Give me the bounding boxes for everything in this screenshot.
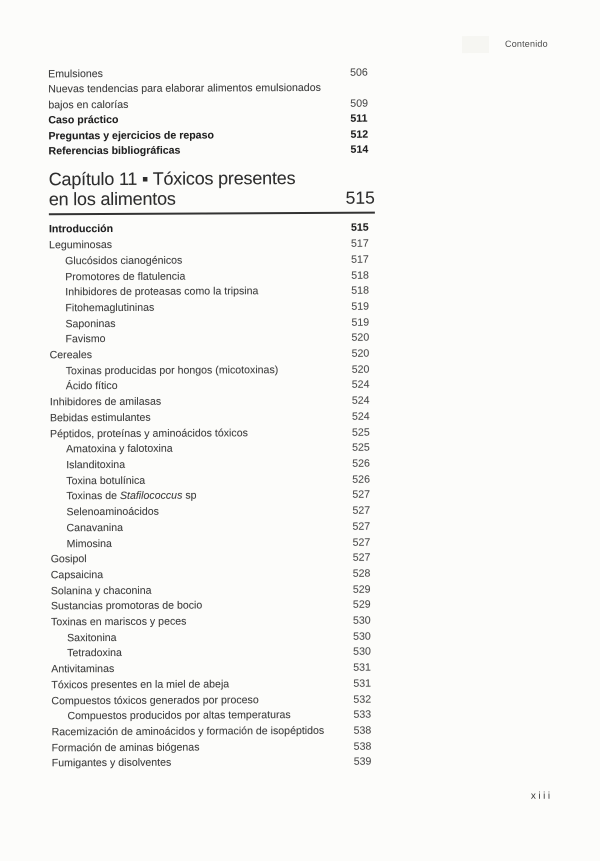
toc-entry-page-number: 520 (351, 331, 370, 345)
toc-row (49, 252, 375, 269)
toc-entry-label: Favismo (65, 333, 106, 346)
toc-entry-page-number: 524 (351, 394, 370, 407)
toc-entry-label: Leguminosas (49, 239, 113, 252)
toc-entry-label: Nuevas tendencias para elaborar alimentos emulsionados bajos en calorías (48, 82, 321, 112)
toc-entry-label: Toxina botulínica (66, 474, 146, 487)
toc-row (50, 504, 376, 521)
toc-entry-label: Promotores de flatulencia (65, 270, 186, 283)
toc-entry-label: Bebidas estimulantes (49, 411, 151, 425)
toc-row (48, 112, 374, 129)
toc-entry-label: Introducción (48, 223, 114, 236)
toc-entry-page-number: 525 (351, 426, 370, 439)
toc-entry-label: Compuestos tóxicos generados por proceso (51, 693, 259, 707)
toc-entry-label: Gosipol (50, 553, 87, 566)
toc-row (51, 692, 377, 709)
running-header: Contenido (504, 38, 548, 49)
toc-row (48, 81, 374, 114)
toc-row (51, 629, 377, 646)
toc-entry-label: Caso práctico (48, 114, 119, 127)
toc-entry-label: Antivitaminas (51, 663, 115, 676)
toc-entry-page-number: 527 (352, 536, 371, 549)
toc-entry-label: Tetradoxina (67, 647, 122, 660)
toc-row (50, 472, 376, 489)
toc-entry-label: Selenoaminoácidos (66, 505, 159, 519)
toc-entry-label: Ácido fítico (65, 380, 118, 393)
toc-row (49, 284, 375, 301)
toc-entry-page-number: 527 (352, 551, 371, 564)
toc-row (51, 614, 377, 631)
toc-entry-label: Péptidos, proteínas y aminoácidos tóxicos (49, 426, 248, 440)
toc-entry-label: Formación de aminas biógenas (51, 741, 200, 754)
toc-entry-page-number: 530 (353, 630, 371, 643)
toc-entry-page-number: 526 (352, 457, 370, 470)
toc-row (51, 582, 377, 599)
toc-entry-page-number: 527 (352, 504, 371, 517)
toc-entry-label: Toxinas producidas por hongos (micotoxinas) (65, 363, 279, 377)
toc-entry-page-number: 518 (351, 269, 369, 282)
toc-row (50, 347, 376, 364)
toc-entry-page-number: 529 (352, 583, 371, 596)
toc-entry-page-number: 525 (352, 441, 370, 455)
toc-row (50, 519, 376, 536)
toc-row (49, 268, 375, 285)
toc-entry-page-number: 519 (351, 316, 370, 329)
toc-row (52, 739, 378, 756)
toc-row (49, 221, 375, 238)
toc-row (49, 143, 375, 160)
toc-row (51, 598, 377, 615)
toc-entry-page-number: 520 (351, 363, 370, 376)
toc-row (49, 315, 375, 332)
toc-entry-page-number: 519 (351, 300, 370, 313)
toc-entry-page-number: 531 (353, 661, 371, 674)
toc-row (51, 551, 377, 568)
toc-entry-page-number: 530 (353, 646, 371, 659)
scan-artifact (462, 36, 489, 53)
toc-row (50, 441, 376, 458)
toc-entry-page-number: 528 (352, 567, 371, 580)
toc-entry-page-number: 527 (352, 489, 371, 502)
toc-entry-page-number: 515 (350, 222, 369, 235)
toc-entry-page-number: 524 (351, 410, 370, 423)
toc-row (50, 394, 376, 411)
toc-entry-label: Saponinas (65, 317, 116, 330)
toc-row (50, 488, 376, 505)
toc-row (51, 645, 377, 662)
toc-entry-page-number: 529 (352, 598, 371, 612)
toc-entry-page-number: 517 (350, 237, 369, 250)
toc-entry-label: Toxinas en mariscos y peces (50, 615, 187, 629)
toc-entry-label: Canavanina (66, 521, 124, 535)
chapter-heading (49, 169, 375, 210)
toc-row (51, 567, 377, 584)
toc-entry-page-number: 527 (352, 520, 371, 533)
toc-entry-page-number: 533 (353, 708, 372, 721)
toc-row (48, 66, 374, 83)
toc-row (50, 425, 376, 442)
chapter-title (49, 169, 296, 209)
toc-entry-label: Glucósidos cianogénicos (65, 254, 183, 268)
toc-row (50, 362, 376, 379)
toc-entry-page-number: 506 (350, 66, 368, 79)
toc-entry-label: Amatoxina y falotoxina (66, 442, 173, 456)
toc-entry-label: Islanditoxina (66, 458, 126, 472)
chapter-heading-rule (49, 212, 375, 216)
toc-entry-label: Racemización de aminoácidos y formación de isopéptidos (51, 724, 325, 739)
toc-entry-label: Fitohemaglutininas (65, 301, 155, 315)
toc-row (51, 708, 377, 725)
toc-entry-page-number: 526 (352, 473, 370, 486)
toc-row (50, 378, 376, 395)
toc-row (51, 535, 377, 552)
toc-entry-label: Referencias bibliográficas (48, 144, 181, 158)
toc-entry-label: Fumigantes y disolventes (51, 757, 172, 770)
toc-row (51, 676, 377, 693)
toc-entry-label: Inhibidores de amilasas (49, 395, 162, 409)
toc-row (50, 409, 376, 426)
folio-page-number: xiii (530, 790, 553, 802)
toc-row (49, 237, 375, 254)
toc-entry-label: Tóxicos presentes en la miel de abeja (51, 678, 230, 692)
toc-entry-page-number: 539 (353, 755, 372, 769)
toc-entry-label: Saxitonina (67, 631, 117, 644)
toc-entry-label: Mimosina (66, 537, 112, 550)
toc-entry-label: Compuestos producidos por altas temperaturas (67, 709, 291, 723)
toc-entry-label: Sustancias promotoras de bocio (50, 599, 203, 613)
toc-row (49, 331, 375, 348)
toc-list-chapter-11 (49, 221, 378, 772)
toc-entry-label: Toxinas de Stafilococcus sp (66, 489, 197, 503)
toc-entry-label: Inhibidores de proteasas como la tripsina (65, 285, 259, 299)
chapter-title-line-1: Capítulo 11 ▪ Tóxicos presentes (48, 168, 296, 190)
chapter-page-number: 515 (345, 187, 375, 208)
toc-entry-page-number: 530 (352, 614, 371, 627)
toc-row (50, 457, 376, 474)
toc-entry-page-number: 509 (350, 97, 369, 110)
toc-entry-label: Emulsiones (48, 68, 103, 81)
table-of-contents (48, 66, 378, 773)
toc-entry-page-number: 538 (353, 740, 372, 753)
toc-row (51, 661, 377, 678)
toc-row (49, 300, 375, 317)
toc-entry-page-number: 514 (350, 143, 369, 156)
toc-entry-page-number: 531 (353, 677, 372, 690)
toc-entry-page-number: 518 (351, 284, 369, 297)
toc-row (52, 755, 378, 772)
toc-entry-page-number: 511 (350, 112, 368, 125)
toc-entry-page-number: 517 (351, 253, 369, 266)
toc-entry-label: Preguntas y ejercicios de repaso (48, 129, 214, 142)
chapter-title-line-2: en los alimentos (48, 188, 176, 210)
toc-list-previous-chapter (48, 66, 374, 160)
toc-entry-page-number: 520 (351, 347, 370, 360)
toc-entry-page-number: 532 (353, 693, 372, 706)
toc-row (48, 127, 374, 144)
toc-entry-page-number: 538 (353, 724, 372, 737)
toc-entry-label: Capsaicina (50, 568, 104, 582)
toc-entry-label: Solanina y chaconina (50, 584, 152, 597)
toc-entry-label: Cereales (49, 349, 93, 362)
toc-row (52, 724, 378, 741)
toc-entry-page-number: 512 (350, 128, 369, 141)
toc-entry-page-number: 524 (351, 379, 370, 392)
